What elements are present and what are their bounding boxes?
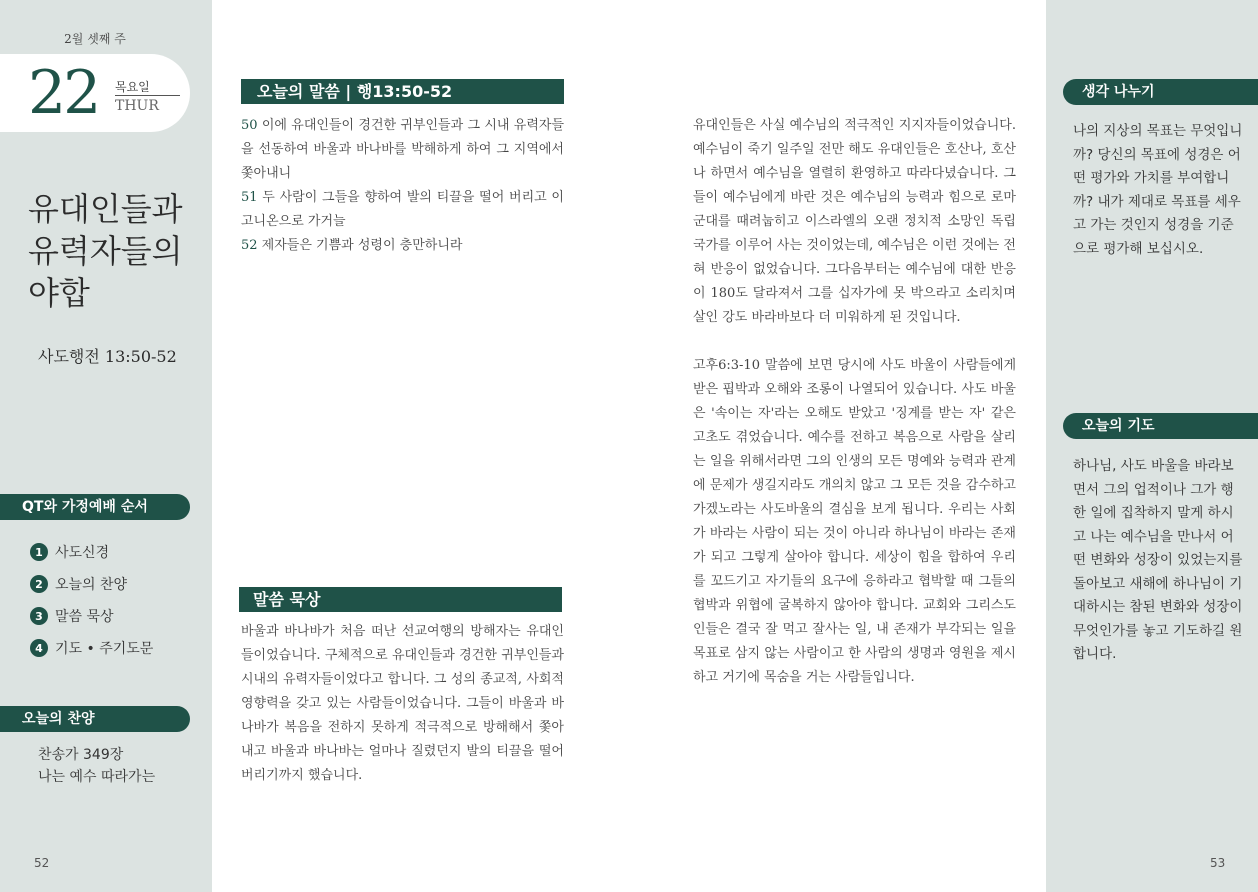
verse	[241, 114, 564, 186]
hymn-section-header: 오늘의 찬양	[0, 706, 190, 732]
order-item	[30, 606, 114, 626]
prayer-text: 하나님, 사도 바울을 바라보면서 그의 업적이나 그가 행한 일에 집착하지 말게 하시고 나는 예수님을 만나서 어떤 변화와 성장이 있었는지를 돌아보고 새해에 하나님이 기대하시는 참된 변화와 성장이 무엇인가를 놓고 기도하길 원합니다.	[1073, 458, 1243, 662]
meditation-paragraph-1: 바울과 바나바가 처음 떠난 선교여행의 방해자는 유대인들이었습니다. 구체적으로 유대인들과 경건한 귀부인들과 시내의 유력자들이었다고 합니다. 그 성의 종교적, 사회적 영향력을 갖고 있는 사람들이었습니다. 그들이 바울과 바나바가 복음을 전하지 못하게 적극적으로 방해해서 쫓아내고 바울과 바나바는 얼마나 질렸던지 발의 티끌을 떨어버리기까지 했습니다.	[241, 624, 564, 783]
scripture-text	[241, 114, 564, 258]
order-section-header: QT와 가정예배 순서	[0, 494, 190, 520]
prayer-section-header: 오늘의 기도	[1063, 413, 1258, 439]
order-number-badge: 1	[30, 543, 48, 561]
weekday-divider	[115, 95, 180, 96]
order-item	[30, 574, 127, 594]
page-number-left: 52	[34, 856, 50, 870]
verse-number: 52	[241, 238, 258, 253]
order-item-label: 기도 • 주기도문	[55, 641, 154, 657]
verse-number: 51	[241, 190, 258, 205]
hymn-title: 나는 예수 따라가는	[38, 769, 156, 785]
page-title-line-1: 유대인들과	[28, 190, 183, 228]
verse-text: 이에 유대인들이 경건한 귀부인들과 그 시내 유력자들을 선동하여 바울과 바나바를 박해하게 하여 그 지역에서 쫓아내니	[241, 118, 564, 181]
order-item-label: 오늘의 찬양	[55, 577, 128, 593]
order-item-label: 말씀 묵상	[55, 609, 114, 625]
weekday-english: THUR	[115, 98, 159, 114]
order-number-badge: 3	[30, 607, 48, 625]
meditation-paragraph-3: 고후6:3-10 말씀에 보면 당시에 사도 바울이 사람들에게 받은 핍박과 오해와 조롱이 나열되어 있습니다. 사도 바울은 '속이는 자'라는 오해도 받았고 '징계를 받는 자' 같은 고초도 겪었습니다. 예수를 전하고 복음으로 사람을 살리는 일을 위해서라면 그의 인생의 모든 명예와 능력과 관계에 문제가 생길지라도 개의치 않고 그 모든 것을 감수하고 가겠노라는 사도바울의 결심을 보게 됩니다. 우리는 사회가 바라는 사람이 되는 것이 아니라 하나님이 바라는 존재가 되고 그렇게 살아야 합니다. 세상이 힘을 합하여 우리를 꼬드기고 자기들의 요구에 응하라고 협박할 때 그들의 협박과 위협에 굴복하지 않아야 합니다. 교회와 그리스도인들은 결국 잘 먹고 잘사는 일, 내 존재가 부각되는 일을 목표로 삼지 않는 사람이고 한 사람의 생명과 영원을 제시하고 거기에 목숨을 거는 사람들입니다.	[693, 358, 1016, 685]
word-section-header: 오늘의 말씀 | 행13:50-52	[241, 79, 564, 104]
meditation-continued	[693, 114, 1016, 690]
verse	[241, 186, 564, 234]
hymn-number: 찬송가 349장	[38, 747, 124, 763]
share-section-header: 생각 나누기	[1063, 79, 1258, 105]
day-number: 22	[28, 58, 99, 128]
verse-text: 제자들은 기쁨과 성령이 충만하니라	[257, 238, 463, 253]
order-number-badge: 2	[30, 575, 48, 593]
page-title-line-2: 유력자들의	[28, 232, 183, 270]
order-item	[30, 542, 109, 562]
scripture-reference: 사도행전 13:50-52	[38, 347, 177, 366]
order-item	[30, 638, 153, 658]
verse-text: 두 사람이 그들을 향하여 발의 티끌을 떨어 버리고 이고니온으로 가거늘	[241, 190, 564, 229]
page-title	[28, 188, 208, 314]
week-label: 2월 셋째 주	[64, 32, 126, 46]
meditation-paragraph-2: 유대인들은 사실 예수님의 적극적인 지지자들이었습니다. 예수님이 죽기 일주일 전만 해도 유대인들은 호산나, 호산나 하면서 예수님을 열렬히 환영하고 따라다녔습니다. 그들이 예수님에게 바란 것은 예수님의 능력과 힘으로 로마 군대를 때려눕히고 이스라엘의 오랜 정치적 소망인 독립 국가를 이루어 사는 것이었는데, 예수님은 이런 것에는 전혀 반응이 없었습니다. 그다음부터는 예수님에 대한 반응이 180도 달라져서 그를 십자가에 못 박으라고 소리치며 살인 강도 바라바보다 더 미워하게 된 것입니다.	[693, 118, 1016, 325]
share-question: 나의 지상의 목표는 무엇입니까? 당신의 목표에 성경은 어떤 평가와 가치를 부여합니까? 내가 제대로 목표를 세우고 가는 것인지 성경을 기준으로 평가해 보십시오.	[1073, 123, 1243, 257]
paragraph-gap	[693, 330, 1016, 354]
meditation-section-header: 말씀 묵상	[239, 587, 562, 612]
order-item-label: 사도신경	[55, 545, 110, 561]
page-number-right: 53	[1210, 856, 1226, 870]
order-number-badge: 4	[30, 639, 48, 657]
weekday-korean: 목요일	[115, 80, 150, 94]
verse	[241, 234, 564, 258]
page-title-line-3: 야합	[28, 274, 90, 312]
verse-number: 50	[241, 118, 258, 133]
